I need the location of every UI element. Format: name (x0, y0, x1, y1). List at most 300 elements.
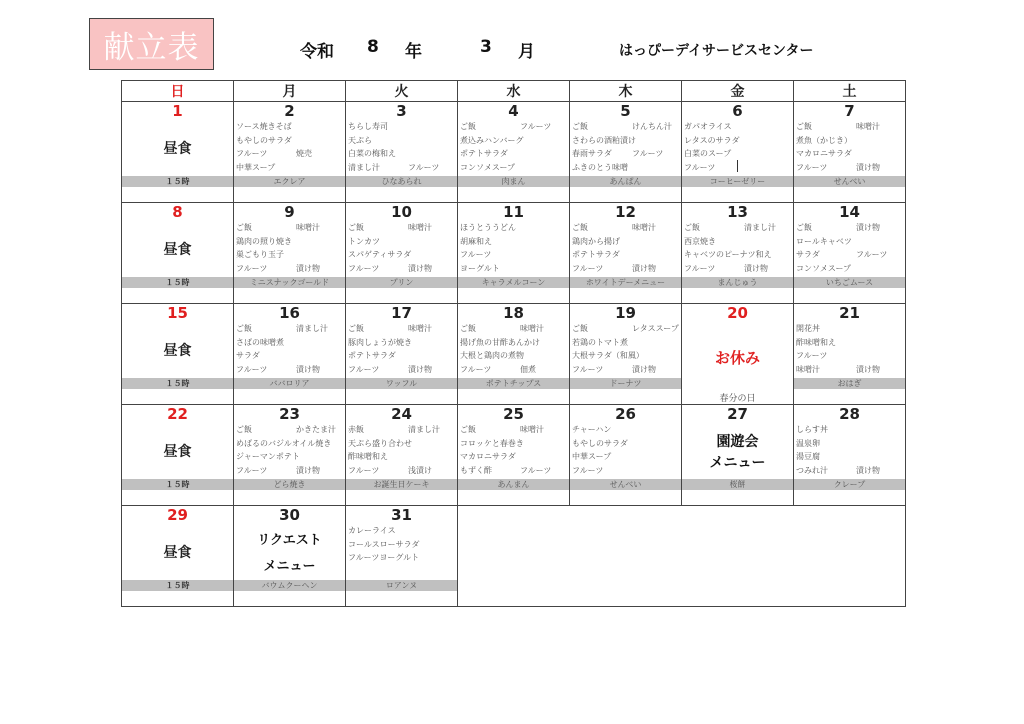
dish-row (796, 322, 905, 336)
day-cell (458, 405, 570, 506)
day-cell (794, 203, 906, 304)
day-cell (346, 203, 458, 304)
snack-time-label: １５時 (122, 277, 233, 288)
month-unit: 月 (518, 42, 535, 62)
dish-item: 中華スープ (236, 162, 276, 172)
sunday-cell (122, 506, 234, 607)
dish-row (796, 235, 905, 249)
day-cell-inner (234, 406, 345, 505)
dish-item: コールスローサラダ (348, 539, 420, 549)
snack-item: ババロリア (234, 378, 345, 389)
lunch-label: 昼食 (163, 444, 192, 460)
day-cell-inner (234, 103, 345, 202)
dish-item: サラダ (796, 250, 820, 259)
dish-item: マカロニサラダ (796, 149, 852, 158)
dish-row (348, 551, 457, 565)
dish-item: スパゲティサラダ (348, 250, 412, 259)
snack-item: ロアンヌ (346, 580, 457, 591)
dish-item: さばの味噌煮 (236, 337, 284, 347)
menu-calendar (121, 80, 906, 607)
dish-row (684, 147, 793, 161)
dish-row (796, 437, 905, 451)
dish-list (346, 221, 457, 275)
dish-row (348, 349, 457, 363)
dish-row (236, 235, 345, 249)
dish-item: さわらの酒粕漬け (572, 135, 636, 145)
day-number: 22 (167, 405, 188, 423)
dish-item: もやしのサラダ (236, 135, 292, 145)
dish-row (460, 221, 569, 235)
dish-row (796, 221, 905, 235)
dish-row (236, 349, 345, 363)
day-cell (234, 102, 346, 203)
week-row (122, 304, 906, 405)
dish-row (684, 262, 793, 276)
dish-item: ご飯 (572, 223, 588, 232)
request-menu-label (234, 528, 345, 580)
day-number: 1 (172, 102, 183, 120)
week-row (122, 506, 906, 607)
day-cell-inner (682, 204, 793, 303)
dish-item: 白菜の梅和え (348, 149, 396, 158)
dish-item: 揚げ魚の甘酢あんかけ (460, 337, 540, 347)
day-number: 9 (284, 203, 295, 221)
snack-item: あんぱん (570, 176, 681, 187)
day-cell-inner (570, 103, 681, 202)
dish-item-secondary: 漬け物 (632, 364, 656, 374)
day-cell-inner (346, 204, 457, 303)
day-number: 16 (279, 304, 300, 322)
day-number: 7 (844, 102, 855, 120)
day-cell (794, 102, 906, 203)
dish-row (236, 147, 345, 161)
day-number: 31 (391, 506, 412, 524)
snack-time-label: １５時 (122, 479, 233, 490)
empty-cells (458, 506, 906, 607)
dish-item-secondary: 味噌汁 (408, 324, 432, 333)
dish-list (458, 423, 569, 477)
dish-item: ロールキャベツ (796, 236, 852, 246)
dish-list (794, 322, 905, 376)
dish-item: 酢味噌和え (348, 452, 388, 461)
dish-list (570, 221, 681, 275)
weekday-sat: 土 (794, 81, 906, 102)
dish-row (348, 120, 457, 134)
dish-row (796, 363, 905, 377)
dish-row (572, 336, 681, 350)
dish-row (236, 322, 345, 336)
dish-list (234, 120, 345, 174)
dish-row (572, 437, 681, 451)
day-cell (682, 405, 794, 506)
dish-item: コンソメスープ (796, 263, 852, 273)
year-value: 8 (367, 37, 379, 57)
dish-row (460, 349, 569, 363)
dish-row (572, 147, 681, 161)
dish-row (348, 248, 457, 262)
dish-row (348, 161, 457, 175)
dish-item: もやしのサラダ (572, 438, 628, 448)
day-cell-inner (234, 305, 345, 404)
dish-item: フルーツ (348, 364, 380, 374)
dish-item: フルーツ (460, 364, 492, 374)
dish-row (572, 262, 681, 276)
weekday-wed: 水 (458, 81, 570, 102)
dish-row (460, 262, 569, 276)
dish-row (684, 221, 793, 235)
snack-item: どら焼き (234, 479, 345, 490)
dish-row (796, 161, 905, 175)
dish-item: ご飯 (796, 122, 812, 131)
dish-row (796, 134, 905, 148)
menu-title-box (89, 18, 214, 70)
dish-item: 煮魚（かじき） (796, 135, 852, 145)
snack-item: おはぎ (794, 378, 905, 389)
lunch-label: 昼食 (163, 141, 192, 157)
dish-item: フルーツ (236, 263, 268, 273)
snack-item: 桜餅 (682, 479, 793, 490)
dish-row (236, 423, 345, 437)
dish-row (684, 248, 793, 262)
dish-item: フルーツ (348, 263, 380, 273)
sunday-cell (122, 304, 234, 405)
week-row (122, 203, 906, 304)
dish-row (348, 450, 457, 464)
dish-item: 温泉卵 (796, 438, 820, 448)
dish-item: フルーツ (236, 465, 268, 475)
day-cell-inner (122, 204, 233, 303)
dish-item: 湯豆腐 (796, 452, 820, 461)
dish-item-secondary: 漬け物 (296, 364, 320, 374)
dish-item: つみれ汁 (796, 465, 828, 475)
day-number: 27 (727, 405, 748, 423)
day-number: 24 (391, 405, 412, 423)
dish-item: 豚肉しょうが焼き (348, 337, 412, 347)
dish-row (236, 363, 345, 377)
day-cell-inner (458, 103, 569, 202)
dish-item: 若鶏のトマト煮 (572, 337, 628, 347)
dish-item: サラダ (236, 351, 260, 360)
day-number: 11 (503, 203, 524, 221)
dish-row (684, 235, 793, 249)
dish-item: 清まし汁 (348, 162, 380, 172)
dish-item: 味噌汁 (796, 364, 820, 374)
snack-item: ホワイトデーメニュー (570, 277, 681, 288)
day-number: 14 (839, 203, 860, 221)
dish-item: ご飯 (236, 223, 252, 232)
dish-row (236, 450, 345, 464)
dish-item-secondary: 味噌汁 (856, 122, 880, 131)
dish-list (794, 221, 905, 275)
dish-item: めばるのバジルオイル焼き (236, 438, 332, 448)
dish-list (346, 322, 457, 376)
day-number: 13 (727, 203, 748, 221)
dish-row (796, 450, 905, 464)
dish-row (796, 423, 905, 437)
closed-label: お休み (714, 349, 760, 367)
dish-item: ご飯 (348, 324, 364, 333)
day-cell-inner (570, 406, 681, 505)
dish-item: カレーライス (348, 526, 396, 535)
dish-item-secondary: 佃煮 (520, 364, 536, 374)
dish-item-secondary: 漬け物 (744, 263, 768, 273)
day-cell (458, 203, 570, 304)
lunch-label: 昼食 (163, 242, 192, 258)
dish-row (796, 262, 905, 276)
dish-item: 赤飯 (348, 425, 364, 434)
dish-row (236, 437, 345, 451)
day-cell-inner (346, 305, 457, 404)
request-line-2: メニュー (263, 559, 316, 574)
dish-row (796, 336, 905, 350)
dish-item: 開花丼 (796, 324, 820, 333)
snack-item: コーヒーゼリー (682, 176, 793, 187)
dish-row (236, 161, 345, 175)
day-number: 18 (503, 304, 524, 322)
snack-item: バウムクーヘン (234, 580, 345, 591)
snack-item: ミニスナックゴールド (234, 277, 345, 288)
day-number: 19 (615, 304, 636, 322)
dish-row (572, 248, 681, 262)
day-number: 20 (727, 304, 748, 322)
snack-item: 肉まん (458, 176, 569, 187)
dish-item: フルーツ (460, 250, 492, 259)
dish-item-secondary: 焼売 (296, 149, 312, 158)
text-cursor-mark (737, 160, 738, 172)
event-line-2: メニュー (709, 455, 766, 471)
dish-row (796, 147, 905, 161)
dish-item: フルーツ (796, 162, 828, 172)
dish-item: ちらし寿司 (348, 122, 388, 131)
dish-row (684, 134, 793, 148)
day-number: 28 (839, 405, 860, 423)
dish-item: フルーツ (684, 263, 716, 273)
weekday-thu: 木 (570, 81, 682, 102)
day-cell-inner (794, 406, 905, 505)
dish-item: 胡麻和え (460, 236, 492, 246)
dish-item: ヨーグルト (460, 263, 500, 273)
dish-row (348, 221, 457, 235)
day-cell (682, 203, 794, 304)
day-cell (570, 203, 682, 304)
dish-row (348, 336, 457, 350)
dish-item-secondary: 漬け物 (408, 364, 432, 374)
dish-item: ご飯 (460, 122, 476, 131)
dish-row (572, 161, 681, 175)
dish-row (348, 147, 457, 161)
day-cell-inner (346, 507, 457, 606)
dish-row (348, 322, 457, 336)
dish-item: ポテトサラダ (348, 351, 396, 360)
dish-item: 白菜のスープ (684, 149, 732, 158)
dish-item: フルーツ (572, 364, 604, 374)
dish-item-secondary: 味噌汁 (520, 324, 544, 333)
dish-item: しらす丼 (796, 425, 828, 434)
dish-item: フルーツヨーグルト (348, 553, 420, 562)
dish-row (572, 134, 681, 148)
dish-item: フルーツ (236, 364, 268, 374)
dish-list (346, 423, 457, 477)
dish-row (684, 161, 793, 175)
day-number: 29 (167, 506, 188, 524)
dish-row (460, 248, 569, 262)
month-value: 3 (480, 37, 492, 57)
dish-item: マカロニサラダ (460, 452, 516, 461)
dish-row (460, 336, 569, 350)
dish-row (236, 248, 345, 262)
snack-item: キャラメルコーン (458, 277, 569, 288)
event-line-1: 園遊会 (716, 434, 759, 450)
dish-item: 酢味噌和え (796, 337, 836, 347)
dish-row (572, 221, 681, 235)
day-number: 15 (167, 304, 188, 322)
snack-time-label: １５時 (122, 378, 233, 389)
dish-item: ソース焼きそば (236, 122, 292, 131)
dish-row (460, 322, 569, 336)
dish-row (236, 120, 345, 134)
holiday-name: 春分の日 (719, 394, 756, 404)
snack-item: プリン (346, 277, 457, 288)
dish-item: フルーツ (684, 162, 716, 172)
dish-item: ご飯 (460, 324, 476, 333)
sunday-cell (122, 102, 234, 203)
dish-item-secondary: 漬け物 (408, 263, 432, 273)
dish-item: コロッケと春巻き (460, 438, 524, 448)
dish-item: もずく酢 (460, 465, 492, 475)
day-cell (234, 203, 346, 304)
dish-item: ご飯 (236, 425, 252, 434)
dish-list (234, 221, 345, 275)
dish-item: トンカツ (348, 236, 380, 246)
day-number: 30 (279, 506, 300, 524)
dish-row (348, 134, 457, 148)
dish-list (346, 524, 457, 565)
day-cell (682, 102, 794, 203)
dish-item: レタスのサラダ (684, 135, 740, 145)
dish-row (460, 120, 569, 134)
dish-row (348, 464, 457, 478)
dish-item-secondary: 味噌汁 (296, 223, 320, 232)
dish-item: フルーツ (572, 465, 604, 475)
weekday-header-row (122, 81, 906, 102)
dish-row (236, 221, 345, 235)
dish-list (794, 423, 905, 477)
dish-row (236, 134, 345, 148)
dish-item-secondary: 漬け物 (856, 465, 880, 475)
dish-item-secondary: 清まし汁 (296, 324, 328, 333)
dish-row (348, 538, 457, 552)
day-cell (570, 304, 682, 405)
day-number: 17 (391, 304, 412, 322)
day-cell-inner (570, 305, 681, 404)
dish-row (460, 235, 569, 249)
snack-item: ワッフル (346, 378, 457, 389)
dish-row (348, 363, 457, 377)
dish-item: 大根サラダ（和風） (572, 351, 644, 360)
day-number: 8 (172, 203, 183, 221)
dish-item-secondary: 味噌汁 (408, 223, 432, 232)
dish-list (794, 120, 905, 174)
day-cell-inner (570, 204, 681, 303)
dish-item-secondary: 漬け物 (632, 263, 656, 273)
snack-item: ポテトチップス (458, 378, 569, 389)
sunday-cell (122, 405, 234, 506)
dish-item-secondary: 漬け物 (296, 263, 320, 273)
day-cell (234, 405, 346, 506)
dish-item: ふきのとう味噌 (572, 162, 628, 172)
dish-item: コンソメスープ (460, 162, 516, 172)
dish-item: 西京焼き (684, 236, 716, 246)
lunch-label: 昼食 (163, 545, 192, 561)
dish-list (570, 423, 681, 477)
dish-row (348, 235, 457, 249)
dish-item: ご飯 (236, 324, 252, 333)
dish-row (572, 363, 681, 377)
dish-row (796, 349, 905, 363)
dish-item: キャベツのピーナツ和え (684, 250, 772, 259)
dish-item: フルーツ (348, 465, 380, 475)
dish-row (796, 248, 905, 262)
dish-list (570, 322, 681, 376)
snack-item: せんべい (570, 479, 681, 490)
dish-item-secondary: けんちん汁 (632, 122, 672, 131)
dish-item: 鶏肉から揚げ (572, 236, 620, 246)
day-cell (794, 405, 906, 506)
organization-name: はっぴーデイサービスセンター (619, 43, 814, 59)
dish-row (460, 134, 569, 148)
dish-item: フルーツ (236, 149, 268, 158)
day-cell (346, 102, 458, 203)
day-cell-inner (122, 103, 233, 202)
dish-list (458, 221, 569, 275)
day-cell-inner (346, 103, 457, 202)
dish-item: 巣ごもり玉子 (236, 250, 284, 259)
dish-item: 煮込みハンバーグ (460, 135, 524, 145)
event-menu-label (682, 432, 793, 474)
request-line-1: リクエスト (257, 533, 322, 548)
day-number: 4 (508, 102, 519, 120)
dish-item: ジャーマンポテト (236, 452, 300, 461)
dish-row (460, 363, 569, 377)
dish-item: ご飯 (348, 223, 364, 232)
dish-list (570, 120, 681, 174)
day-cell (570, 102, 682, 203)
day-cell (234, 506, 346, 607)
dish-item: フルーツ (796, 351, 828, 360)
dish-item-secondary: フルーツ (632, 149, 664, 158)
dish-row (572, 120, 681, 134)
dish-item: 天ぷら (348, 135, 372, 145)
day-cell-inner (794, 103, 905, 202)
day-number: 3 (396, 102, 407, 120)
day-cell-inner (682, 103, 793, 202)
day-number: 10 (391, 203, 412, 221)
dish-item-secondary: レタススープ (632, 324, 679, 333)
day-number: 5 (620, 102, 631, 120)
day-cell-inner (346, 406, 457, 505)
dish-item-secondary: 漬け物 (856, 364, 880, 374)
snack-time-label: １５時 (122, 580, 233, 591)
day-cell (346, 304, 458, 405)
day-number: 21 (839, 304, 860, 322)
dish-row (572, 322, 681, 336)
snack-item: いちごムース (794, 277, 905, 288)
day-cell (346, 506, 458, 607)
snack-item: ドーナツ (570, 378, 681, 389)
snack-item: クレープ (794, 479, 905, 490)
snack-item: お誕生日ケーキ (346, 479, 457, 490)
dish-row (348, 262, 457, 276)
